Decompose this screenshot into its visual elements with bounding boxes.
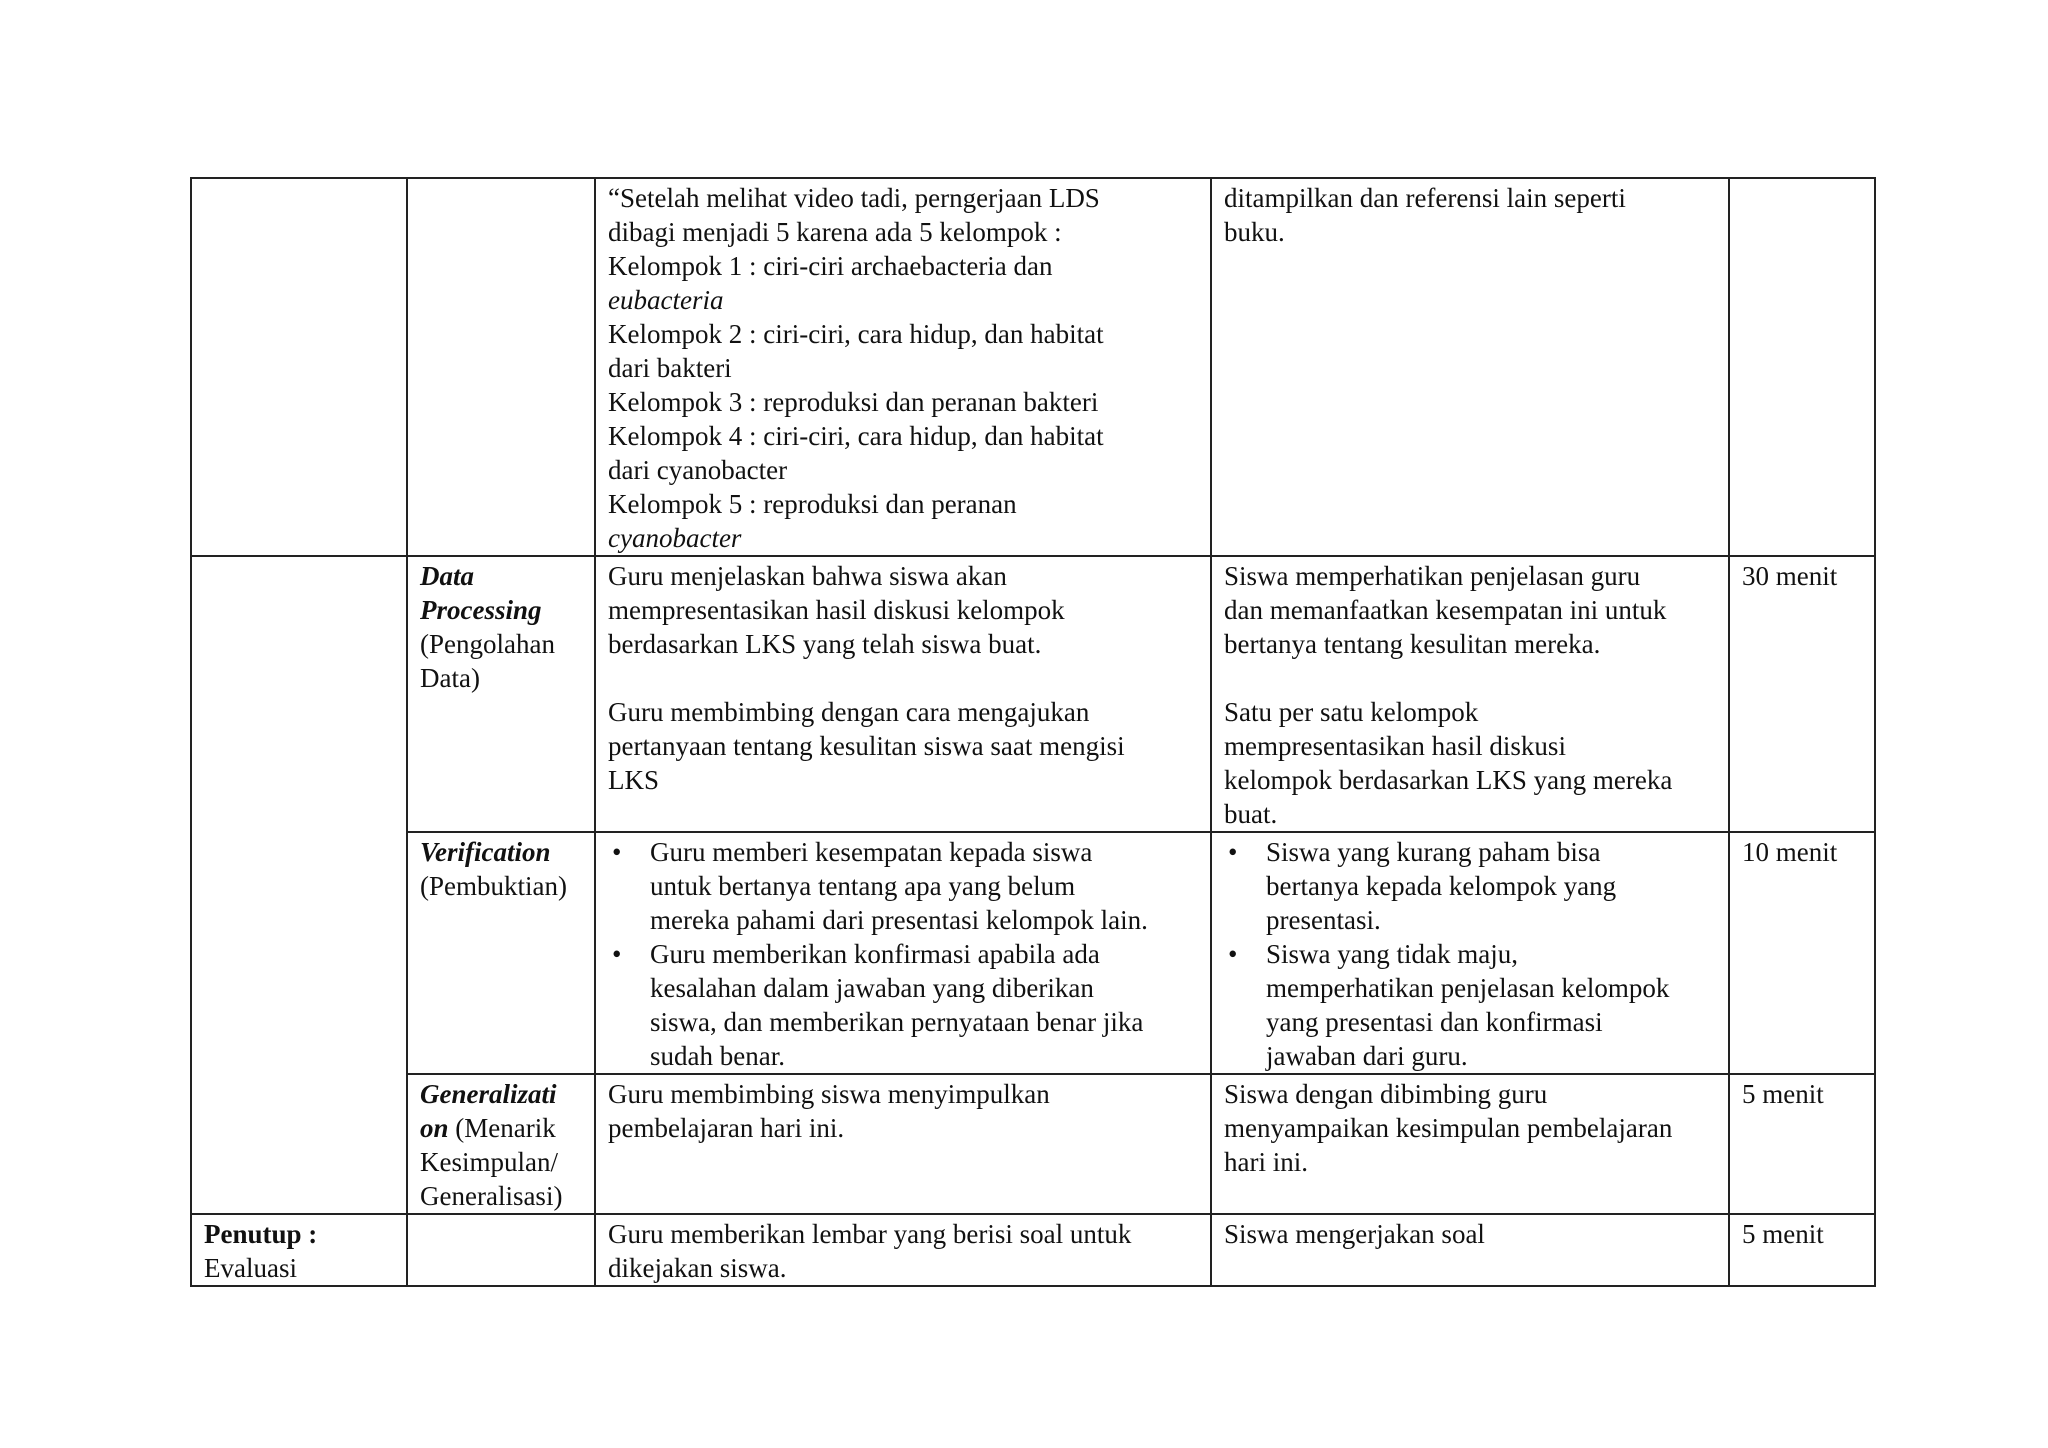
- text-line: untuk bertanya tentang apa yang belum: [650, 871, 1076, 901]
- phase-title: Data: [420, 561, 474, 591]
- text-line: “Setelah melihat video tadi, perngerjaan LDS: [608, 183, 1100, 213]
- phase-cell: [407, 832, 595, 1074]
- phase-cell: [407, 1074, 595, 1214]
- text-line: bertanya tentang kesulitan mereka.: [1224, 629, 1601, 659]
- text-line: Kelompok 5 : reproduksi dan peranan: [608, 489, 1017, 519]
- table-row: [191, 178, 1875, 556]
- stage-cell: [191, 832, 407, 1074]
- text-line: berdasarkan LKS yang telah siswa buat.: [608, 629, 1042, 659]
- phase-subtitle: (Pembuktian): [420, 871, 567, 901]
- text-line: Siswa dengan dibimbing guru: [1224, 1079, 1548, 1109]
- text-line: Siswa memperhatikan penjelasan guru: [1224, 561, 1641, 591]
- table-row: [191, 832, 1875, 1074]
- text-line: sudah benar.: [650, 1041, 785, 1071]
- time-cell: 5 menit: [1729, 1074, 1875, 1214]
- phase-title: Generalizati: [420, 1079, 557, 1109]
- text-line: menyampaikan kesimpulan pembelajaran: [1224, 1113, 1673, 1143]
- time-cell: 30 menit: [1729, 556, 1875, 832]
- phase-title: Verification: [420, 837, 551, 867]
- time-cell: [1729, 178, 1875, 556]
- text-line: kelompok berdasarkan LKS yang mereka: [1224, 765, 1673, 795]
- text-line: pembelajaran hari ini.: [608, 1113, 845, 1143]
- table-row: [191, 1074, 1875, 1214]
- text-line: bertanya kepada kelompok yang: [1266, 871, 1617, 901]
- text-line: yang presentasi dan konfirmasi: [1266, 1007, 1603, 1037]
- text-line: Guru membimbing siswa menyimpulkan: [608, 1079, 1050, 1109]
- list-item: [1266, 835, 1716, 937]
- text-line: presentasi.: [1266, 905, 1381, 935]
- student-activity-cell: [1211, 1214, 1729, 1286]
- text-line: kesalahan dalam jawaban yang diberikan: [650, 973, 1094, 1003]
- text-line: buat.: [1224, 799, 1278, 829]
- phase-cell: [407, 556, 595, 832]
- phase-subtitle: Data): [420, 663, 480, 693]
- stage-cell: [191, 1074, 407, 1214]
- teacher-bullet-list: [608, 835, 1198, 1073]
- phase-cell: [407, 178, 595, 556]
- table-row: [191, 556, 1875, 832]
- text-line: Guru memberikan lembar yang berisi soal untuk: [608, 1219, 1132, 1249]
- text-line: [608, 249, 1198, 283]
- text-line: pertanyaan tentang kesulitan siswa saat mengisi: [608, 731, 1125, 761]
- text-line: siswa, dan memberikan pernyataan benar jika: [650, 1007, 1144, 1037]
- phase-subtitle: (Pengolahan: [420, 629, 555, 659]
- teacher-activity-cell: [595, 1214, 1211, 1286]
- phase-subtitle: (Menarik: [448, 1113, 556, 1143]
- text-line: dikejakan siswa.: [608, 1253, 787, 1283]
- phase-cell: [407, 1214, 595, 1286]
- teacher-activity-cell: [595, 832, 1211, 1074]
- teacher-activity-cell: [595, 1074, 1211, 1214]
- text-line: dan memanfaatkan kesempatan ini untuk: [1224, 595, 1667, 625]
- text-line: ditampilkan dan referensi lain seperti: [1224, 183, 1626, 213]
- student-activity-cell: [1211, 832, 1729, 1074]
- stage-cell: [191, 1214, 407, 1286]
- time-cell: 10 menit: [1729, 832, 1875, 1074]
- list-item: [650, 937, 1198, 1073]
- list-item: [650, 835, 1198, 937]
- stage-cell: [191, 556, 407, 832]
- text-line: Guru menjelaskan bahwa siswa akan: [608, 561, 1007, 591]
- student-activity-cell: [1211, 178, 1729, 556]
- teacher-activity-cell: [595, 556, 1211, 832]
- student-activity-cell: [1211, 556, 1729, 832]
- teacher-activity-cell: [595, 178, 1211, 556]
- text-line: • Siswa yang tidak maju,: [1266, 939, 1518, 969]
- text-line: • Guru memberikan konfirmasi apabila ada: [650, 939, 1100, 969]
- phase-subtitle: Generalisasi): [420, 1181, 563, 1211]
- student-activity-cell: [1211, 1074, 1729, 1214]
- text-line: memperhatikan penjelasan kelompok: [1266, 973, 1670, 1003]
- text-line: mempresentasikan hasil diskusi kelompok: [608, 595, 1065, 625]
- table-row: [191, 1214, 1875, 1286]
- text-line: Kelompok 3 : reproduksi dan peranan bakteri: [608, 387, 1099, 417]
- phase-title: Processing: [420, 595, 542, 625]
- stage-subtitle: Evaluasi: [204, 1253, 297, 1283]
- phase-subtitle: Kesimpulan/: [420, 1147, 558, 1177]
- paragraph-gap: [608, 661, 1198, 695]
- text-line: Kelompok 4 : ciri-ciri, cara hidup, dan habitat: [608, 421, 1104, 451]
- text-line: LKS: [608, 765, 660, 795]
- text-line: jawaban dari guru.: [1266, 1041, 1468, 1071]
- text-line: hari ini.: [1224, 1147, 1308, 1177]
- text-line: • Guru memberi kesempatan kepada siswa: [650, 837, 1093, 867]
- text-line: Siswa mengerjakan soal: [1224, 1219, 1485, 1249]
- text-line: eubacteria: [608, 285, 724, 315]
- paragraph-gap: [1224, 661, 1716, 695]
- stage-title: Penutup :: [204, 1219, 318, 1249]
- text-line: dari bakteri: [608, 353, 732, 383]
- stage-cell: [191, 178, 407, 556]
- text-line: • Siswa yang kurang paham bisa: [1266, 837, 1601, 867]
- text-line: Satu per satu kelompok: [1224, 697, 1479, 727]
- text-line: dibagi menjadi 5 karena ada 5 kelompok :: [608, 217, 1062, 247]
- text-line: buku.: [1224, 217, 1285, 247]
- student-bullet-list: [1224, 835, 1716, 1073]
- lesson-plan-table: [190, 177, 1876, 1287]
- text-segment: Kelompok 1 : ciri-ciri archaebacteria dan: [608, 251, 1053, 281]
- text-line: cyanobacter: [608, 523, 742, 553]
- text-line: mereka pahami dari presentasi kelompok lain.: [650, 905, 1148, 935]
- phase-title: on: [420, 1113, 449, 1143]
- text-line: [420, 1111, 582, 1145]
- text-line: Kelompok 2 : ciri-ciri, cara hidup, dan habitat: [608, 319, 1104, 349]
- time-cell: 5 menit: [1729, 1214, 1875, 1286]
- text-line: dari cyanobacter: [608, 455, 788, 485]
- text-line: Guru membimbing dengan cara mengajukan: [608, 697, 1090, 727]
- list-item: [1266, 937, 1716, 1073]
- text-line: mempresentasikan hasil diskusi: [1224, 731, 1566, 761]
